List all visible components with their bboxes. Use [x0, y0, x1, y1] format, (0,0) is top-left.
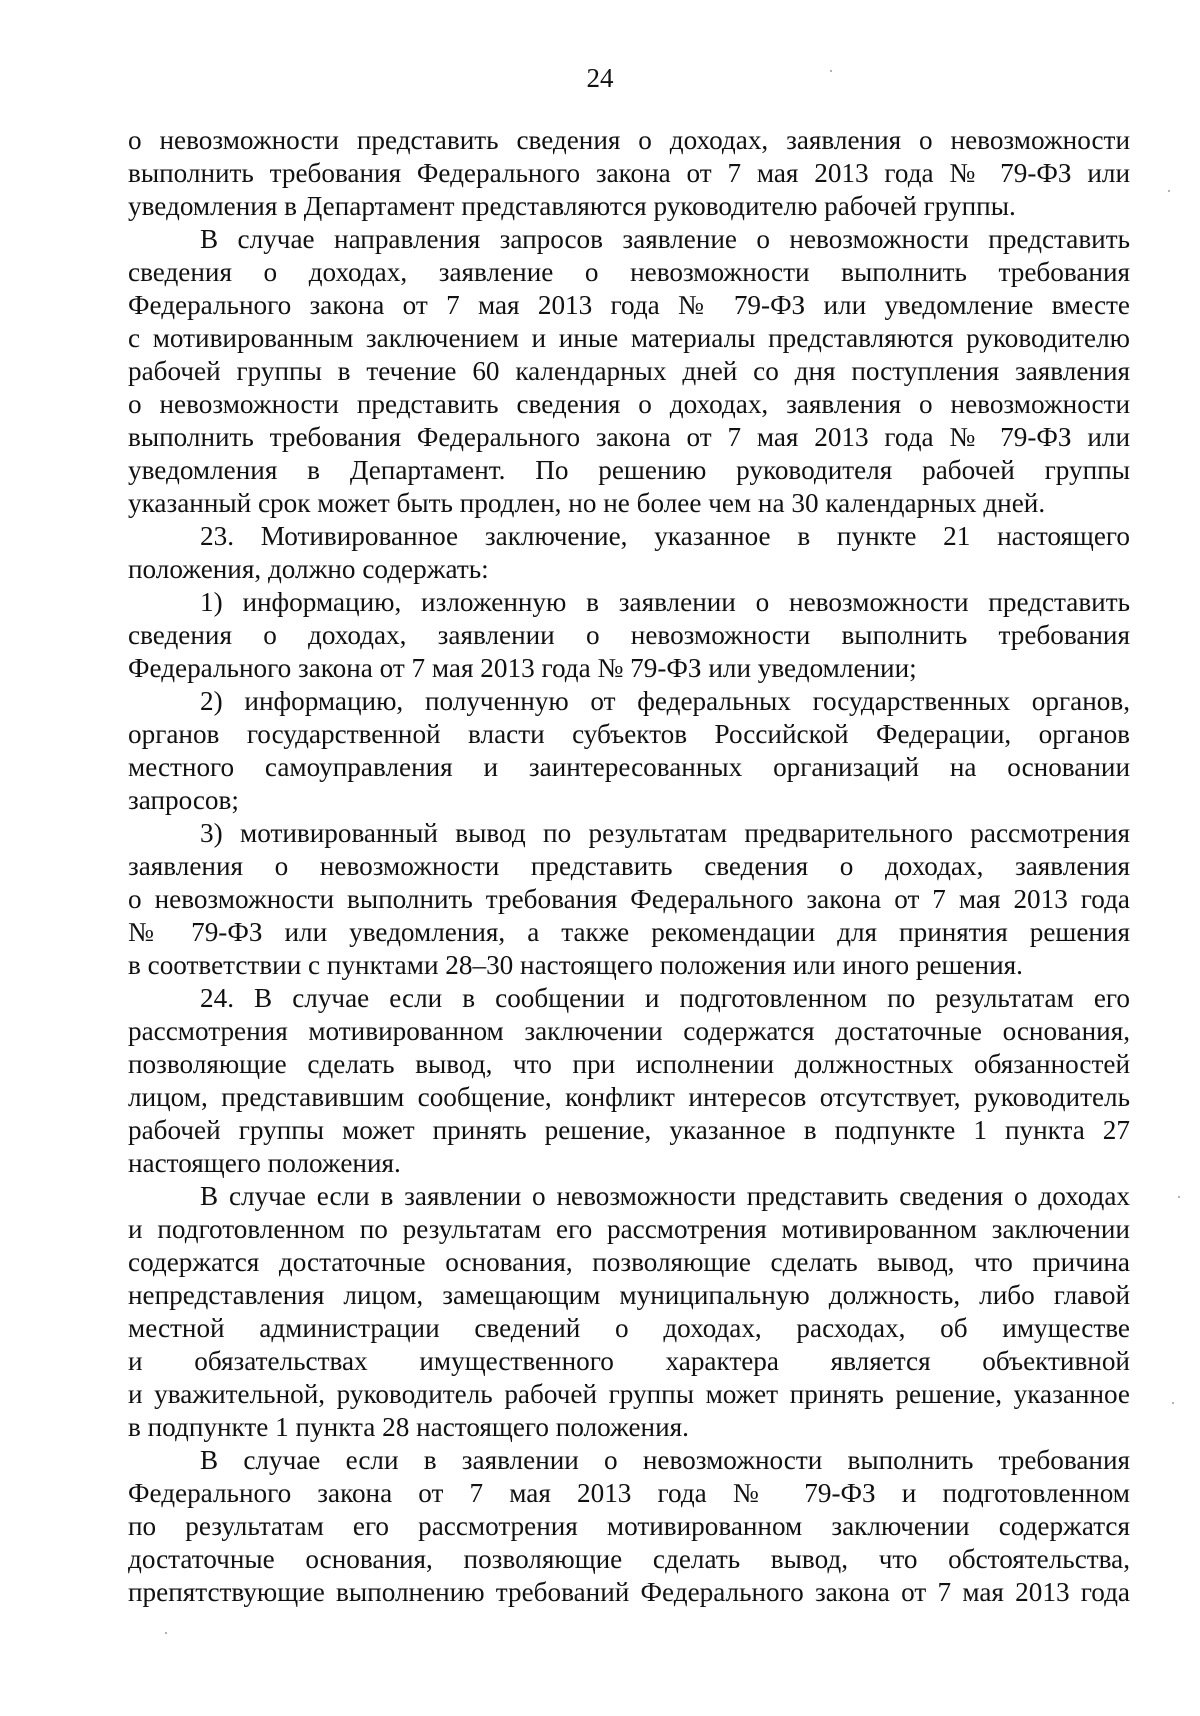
text-line: выполнить требования Федерального закона от 7 мая 2013 года № 79-ФЗ или: [128, 158, 1130, 188]
text-line: препятствующие выполнению требований Федерального закона от 7 мая 2013 года: [128, 1577, 1130, 1607]
text-line: Федерального закона от 7 мая 2013 года № 79-ФЗ или уведомление вместе: [128, 290, 1130, 320]
text-line: в подпункте 1 пункта 28 настоящего положения.: [128, 1412, 689, 1442]
text-line: указанный срок может быть продлен, но не более чем на 30 календарных дней.: [128, 488, 1046, 518]
text-line: Федерального закона от 7 мая 2013 года № 79-ФЗ и подготовленном: [128, 1478, 1130, 1508]
text-line: настоящего положения.: [128, 1148, 401, 1178]
text-line: В случае если в заявлении о невозможности представить сведения о доходах: [200, 1181, 1130, 1211]
scan-speck: [830, 70, 832, 72]
page-number: 24: [586, 63, 614, 93]
document-body: [128, 124, 1130, 1609]
text-line: сведения о доходах, заявление о невозможности выполнить требования: [128, 257, 1130, 287]
text-line: запросов;: [128, 785, 239, 815]
text-line: и уважительной, руководитель рабочей группы может принять решение, указанное: [128, 1379, 1130, 1409]
text-line: непредставления лицом, замещающим муниципальную должность, либо главой: [128, 1280, 1130, 1310]
text-line: 3) мотивированный вывод по результатам предварительного рассмотрения: [200, 818, 1130, 848]
text-line: местного самоуправления и заинтересованных организаций на основании: [128, 752, 1130, 782]
text-line: рассмотрения мотивированном заключении содержатся достаточные основания,: [128, 1016, 1130, 1046]
text-line: заявления о невозможности представить сведения о доходах, заявления: [128, 851, 1130, 881]
text-line: о невозможности представить сведения о доходах, заявления о невозможности: [128, 125, 1130, 155]
text-line: сведения о доходах, заявлении о невозможности выполнить требования: [128, 620, 1130, 650]
text-line: 24. В случае если в сообщении и подготовленном по результатам его: [200, 983, 1130, 1013]
text-line: № 79-ФЗ или уведомления, а также рекомендации для принятия решения: [128, 917, 1130, 947]
text-line: по результатам его рассмотрения мотивированном заключении содержатся: [128, 1511, 1130, 1541]
text-line: органов государственной власти субъектов Российской Федерации, органов: [128, 719, 1130, 749]
text-line: рабочей группы может принять решение, указанное в подпункте 1 пункта 27: [128, 1115, 1130, 1145]
text-line: В случае если в заявлении о невозможности выполнить требования: [200, 1445, 1130, 1475]
scan-speck: [1168, 190, 1170, 192]
text-line: о невозможности представить сведения о доходах, заявления о невозможности: [128, 389, 1130, 419]
text-line: В случае направления запросов заявление о невозможности представить: [200, 224, 1130, 254]
text-line: уведомления в Департамент представляются руководителю рабочей группы.: [128, 191, 1016, 221]
text-line: позволяющие сделать вывод, что при исполнении должностных обязанностей: [128, 1049, 1130, 1079]
scan-speck: [1172, 1402, 1174, 1404]
text-line: положения, должно содержать:: [128, 554, 489, 584]
text-line: 1) информацию, изложенную в заявлении о невозможности представить: [200, 587, 1130, 617]
scan-speck: [165, 1632, 167, 1634]
text-line: с мотивированным заключением и иные материалы представляются руководителю: [128, 323, 1130, 353]
text-line: рабочей группы в течение 60 календарных дней со дня поступления заявления: [128, 356, 1130, 386]
text-line: уведомления в Департамент. По решению руководителя рабочей группы: [128, 455, 1130, 485]
text-line: 2) информацию, полученную от федеральных государственных органов,: [200, 686, 1130, 716]
text-line: содержатся достаточные основания, позволяющие сделать вывод, что причина: [128, 1247, 1130, 1277]
text-line: о невозможности выполнить требования Федерального закона от 7 мая 2013 года: [128, 884, 1130, 914]
text-line: в соответствии с пунктами 28–30 настоящего положения или иного решения.: [128, 950, 1023, 980]
text-line: 23. Мотивированное заключение, указанное в пункте 21 настоящего: [200, 521, 1130, 551]
text-line: местной администрации сведений о доходах, расходах, об имуществе: [128, 1313, 1130, 1343]
scan-speck: [1178, 1196, 1180, 1198]
text-line: и подготовленном по результатам его рассмотрения мотивированном заключении: [128, 1214, 1130, 1244]
text-line: лицом, представившим сообщение, конфликт интересов отсутствует, руководитель: [128, 1082, 1130, 1112]
text-line: выполнить требования Федерального закона от 7 мая 2013 года № 79-ФЗ или: [128, 422, 1130, 452]
text-line: и обязательствах имущественного характера является объективной: [128, 1346, 1130, 1376]
text-line: достаточные основания, позволяющие сделать вывод, что обстоятельства,: [128, 1544, 1130, 1574]
text-line: Федерального закона от 7 мая 2013 года № 79-ФЗ или уведомлении;: [128, 653, 917, 683]
